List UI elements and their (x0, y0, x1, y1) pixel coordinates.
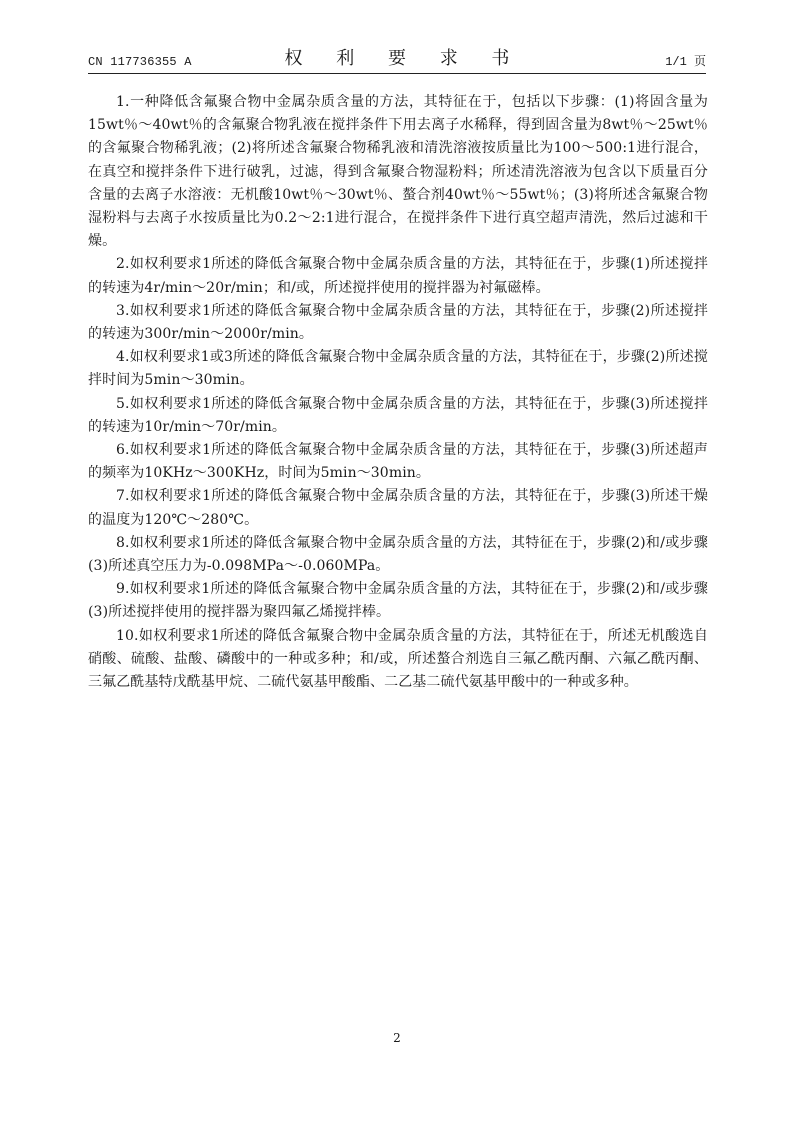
claim-7: 7.如权利要求1所述的降低含氟聚合物中金属杂质含量的方法，其特征在于，步骤(3)所述干燥的温度为120℃～280℃。 (88, 488, 708, 528)
document-title: 权 利 要 求 书 (284, 48, 524, 69)
claim-1: 1.一种降低含氟聚合物中金属杂质含量的方法，其特征在于，包括以下步骤：(1)将固含量为15wt％～40wt％的含氟聚合物乳液在搅拌条件下用去离子水稀释，得到固含量为8wt％～25wt％的含氟聚合物稀乳液；(2)将所述含氟聚合物稀乳液和清洗溶液按质量比为100～500:1进行混合，在真空和搅拌条件下进行破乳，过滤，得到含氟聚合物湿粉料；所述清洗溶液为包含以下质量百分含量的去离子水溶液：无机酸10wt％～30wt％、螯合剂40wt％～55wt％；(3)将所述含氟聚合物湿粉料与去离子水按质量比为0.2～2:1进行混合，在搅拌条件下进行真空超声清洗，然后过滤和干燥。 (88, 94, 708, 250)
claim-6: 6.如权利要求1所述的降低含氟聚合物中金属杂质含量的方法，其特征在于，步骤(3)所述超声的频率为10KHz～300KHz，时间为5min～30min。 (88, 442, 708, 482)
claim-5: 5.如权利要求1所述的降低含氟聚合物中金属杂质含量的方法，其特征在于，步骤(3)所述搅拌的转速为10r/min～70r/min。 (88, 395, 708, 435)
header-divider (88, 73, 706, 74)
claim-2: 2.如权利要求1所述的降低含氟聚合物中金属杂质含量的方法，其特征在于，步骤(1)所述搅拌的转速为4r/min～20r/min；和/或，所述搅拌使用的搅拌器为衬氟磁棒。 (88, 256, 708, 296)
claim-10: 10.如权利要求1所述的降低含氟聚合物中金属杂质含量的方法，其特征在于，所述无机酸选自硝酸、硫酸、盐酸、磷酸中的一种或多种；和/或，所述螯合剂选自三氟乙酰丙酮、六氟乙酰丙酮、三氟乙酰基特戊酰基甲烷、二硫代氨基甲酸酯、二乙基二硫代氨基甲酸中的一种或多种。 (88, 627, 708, 691)
publication-number: CN 117736355 A (88, 55, 192, 69)
claim-4: 4.如权利要求1或3所述的降低含氟聚合物中金属杂质含量的方法，其特征在于，步骤(2)所述搅拌时间为5min～30min。 (88, 349, 708, 389)
claim-9: 9.如权利要求1所述的降低含氟聚合物中金属杂质含量的方法，其特征在于，步骤(2)和/或步骤(3)所述搅拌使用的搅拌器为聚四氟乙烯搅拌棒。 (88, 581, 708, 621)
page-count: 1/1 页 (665, 55, 706, 69)
claims-body (88, 91, 708, 694)
claim-8: 8.如权利要求1所述的降低含氟聚合物中金属杂质含量的方法，其特征在于，步骤(2)和/或步骤(3)所述真空压力为-0.098MPa～-0.060MPa。 (88, 534, 708, 575)
page-number: 2 (393, 1031, 401, 1045)
page-header (88, 44, 706, 72)
claim-3: 3.如权利要求1所述的降低含氟聚合物中金属杂质含量的方法，其特征在于，步骤(2)所述搅拌的转速为300r/min～2000r/min。 (88, 302, 708, 343)
